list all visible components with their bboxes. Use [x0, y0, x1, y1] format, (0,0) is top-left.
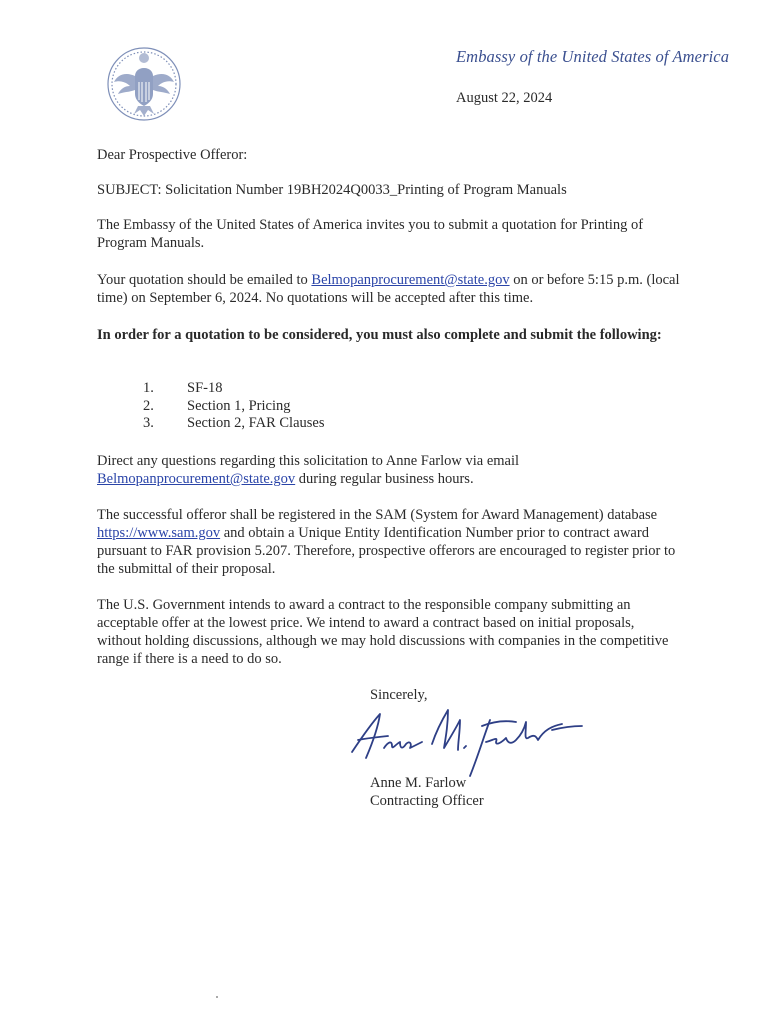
sam-link[interactable]: https://www.sam.gov — [97, 525, 221, 541]
requirement-number: 2. — [143, 398, 154, 414]
handwritten-signature — [340, 700, 610, 785]
questions-text-post: during regular business hours. — [295, 471, 474, 487]
requirement-item — [143, 380, 222, 397]
questions-text-pre: Direct any questions regarding this solicitation to Anne Farlow via email — [97, 453, 520, 469]
quotation-text-pre: Your quotation should be emailed to — [97, 272, 312, 288]
sam-paragraph — [97, 506, 682, 578]
requirement-label: Section 2, FAR Clauses — [187, 415, 325, 431]
questions-email-link[interactable]: Belmopanprocurement@state.gov — [97, 471, 296, 487]
letter-date: August 22, 2024 — [456, 90, 553, 106]
requirement-number: 1. — [143, 380, 154, 396]
questions-paragraph — [97, 452, 682, 488]
quotation-paragraph — [97, 271, 682, 307]
requirement-label: SF-18 — [187, 380, 223, 396]
sam-text-post: and obtain a Unique Entity Identification Number prior to contract award pursuant to FAR provision 5.207. Therefore, prospective offerors are encouraged to register prior to the submittal of their proposal. — [97, 525, 676, 577]
subject-line: SUBJECT: Solicitation Number 19BH2024Q0033_Printing of Program Manuals — [97, 182, 567, 198]
quotation-email-link[interactable]: Belmopanprocurement@state.gov — [311, 272, 510, 288]
sam-text-pre: The successful offeror shall be registered in the SAM (System for Award Management) database — [97, 507, 658, 523]
requirement-number: 3. — [143, 415, 154, 431]
salutation: Dear Prospective Offeror: — [97, 147, 248, 163]
requirement-label: Section 1, Pricing — [187, 398, 291, 414]
intro-paragraph: The Embassy of the United States of America invites you to submit a quotation for Printing of Program Manuals. — [97, 217, 644, 251]
award-paragraph: The U.S. Government intends to award a contract to the responsible company submitting an acceptable offer at the lowest price. We intend to award a contract based on initial proposals, without holding discussions, although we may hold discussions with companies in the competitive range if there is a need to do so. — [97, 597, 669, 667]
signatory-name: Anne M. Farlow — [370, 775, 467, 791]
requirements-heading: In order for a quotation to be considered, you must also complete and submit the following: — [97, 327, 662, 343]
requirement-item — [143, 415, 324, 432]
scan-artifact — [216, 996, 218, 998]
embassy-name: Embassy of the United States of America — [456, 47, 730, 66]
great-seal-icon — [104, 44, 184, 124]
requirement-item — [143, 398, 291, 415]
quotation-text-post: on or before 5:15 p.m. (local time) on September 6, 2024. No quotations will be accepted after this time. — [97, 272, 680, 306]
signatory-title: Contracting Officer — [370, 793, 484, 809]
sign-off: Sincerely, — [370, 687, 428, 703]
